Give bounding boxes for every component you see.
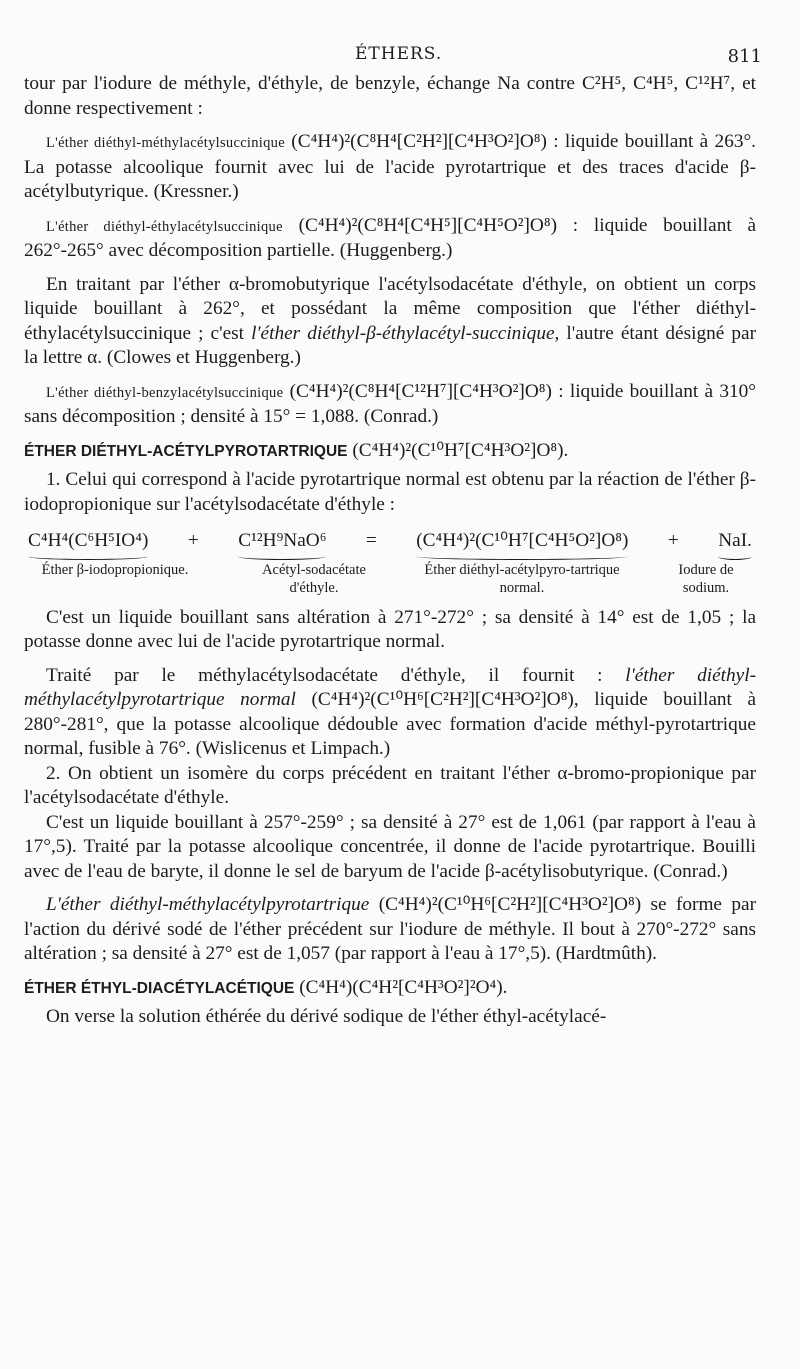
equation-label: Acétyl-sodacétate d'éthyle.: [262, 561, 366, 596]
italic-compound: L'éther diéthyl-méthylacétylpyrotartrique: [46, 894, 370, 915]
section-title: ÉTHER ÉTHYL-DIACÉTYLACÉTIQUE: [24, 979, 295, 997]
equation-term: (C⁴H⁴)²(C¹⁰H⁷[C⁴H⁵O²]O⁸): [416, 529, 628, 554]
paragraph-text: (C⁴H⁴)²(C¹⁰H⁶[C²H²][C⁴H³O²]O⁸) se forme par l'action du dérivé sodé de l'éther précédent sur l'iodure de méthyle. Il bout à 270°-272° sans altération ; sa densité à 27° est de 1,057 (par rapport à l'eau à 17°,5). (Hardtmûth).: [24, 894, 756, 964]
paragraph-text: (C⁴H⁴)²(C⁸H⁴[C¹²H⁷][C⁴H³O²]O⁸) : liquide bouillant à 310° sans décomposition ; densité à 15° = 1,088. (Conrad.): [24, 380, 756, 427]
equation-label: Éther diéthyl-acétylpyro-tartrique normal.: [424, 561, 620, 596]
paragraph-text: (C⁴H⁴)²(C⁸H⁴[C⁴H⁵][C⁴H⁵O²]O⁸) : liquide bouillant à 262°-265° avec décomposition partielle. (Huggenberg.): [24, 214, 757, 261]
paragraph-final: On verse la solution éthérée du dérivé sodique de l'éther éthyl-acétylacé-: [46, 1006, 607, 1027]
paragraph-text: , l'autre étant désigné par la lettre α. (Clowes et Huggenberg.): [24, 322, 756, 368]
paragraph-boiling-point: C'est un liquide bouillant sans altération à 271°-272° ; sa densité à 14° est de 1,05 ; la potasse donne avec lui de l'acide pyrotartrique normal.: [24, 606, 756, 652]
running-head: ÉTHERS.: [355, 44, 443, 64]
equation-term: C⁴H⁴(C⁶H⁵IO⁴): [28, 529, 148, 554]
paragraph-iodopropionique: 1. Celui qui correspond à l'acide pyrotartrique normal est obtenu par la réaction de l'éther β-iodopropionique sur l'acétylsodacétate d'éthyle :: [24, 469, 756, 515]
equation-operator: +: [667, 530, 679, 551]
section-formula: (C⁴H⁴)²(C¹⁰H⁷[C⁴H³O²]O⁸).: [347, 439, 569, 461]
paragraph-isomere: 2. On obtient un isomère du corps précédent en traitant l'éther α-bromo-propionique par l'acétylsodacétate d'éthyle.: [24, 762, 756, 808]
compound-name: L'éther diéthyl-benzylacétylsuccinique: [46, 384, 284, 401]
compound-name: L'éther diéthyl-éthylacétylsuccinique: [46, 218, 283, 235]
italic-compound: l'éther diéthyl-β-éthylacétyl-succinique: [251, 322, 555, 344]
paragraph-text: (C⁴H⁴)²(C¹⁰H⁶[C²H²][C⁴H³O²]O⁸), liquide bouillant à 280°-281°, que la potasse alcoolique dédouble avec formation d'acide méthyl-pyrotartrique normal, fusible à 76°. (Wislicenus et Limpach.): [24, 689, 757, 759]
reaction-equation: [24, 529, 756, 597]
paragraph-text: (C⁴H⁴)²(C⁸H⁴[C²H²][C⁴H³O²]O⁸) : liquide bouillant à 263°. La potasse alcoolique fournit avec lui de l'acide pyrotartrique et des traces d'acide β-acétylbutyrique. (Kressner.): [24, 131, 757, 202]
equation-term: C¹²H⁹NaO⁶: [238, 529, 326, 554]
section-formula: (C⁴H⁴)(C⁴H²[C⁴H³O²]²O⁴).: [294, 976, 508, 998]
paragraph-ethylacetylsuccinique: [24, 214, 756, 264]
equation-label: Éther β-iodopropionique.: [41, 561, 189, 578]
page-header: [0, 44, 800, 74]
equation-label: Iodure de sodium.: [678, 561, 734, 596]
paragraph-bromobutyrique: [24, 273, 756, 371]
paragraph-continuation: tour par l'iodure de méthyle, d'éthyle, de benzyle, échange Na contre C²H⁵, C⁴H⁵, C¹²H⁷, et donne respectivement :: [24, 73, 756, 119]
equation-line: [24, 529, 756, 554]
section-title: ÉTHER DIÉTHYL-ACÉTYLPYROTARTRIQUE: [24, 442, 348, 460]
page-number: 811: [727, 46, 762, 67]
compound-name: L'éther diéthyl-méthylacétylsuccinique: [46, 135, 285, 151]
paragraph-benzylacetylsuccinique: [24, 380, 756, 430]
equation-operator: +: [187, 530, 199, 551]
paragraph-methylacetylsuccinique: [24, 130, 756, 205]
equation-term: NaI.: [718, 529, 752, 554]
paragraph-methylacetylsodacetate: [24, 664, 756, 762]
equation-labels: [24, 561, 756, 597]
paragraph-text: En traitant par l'éther α-bromobutyrique l'acétylsodacétate d'éthyle, on obtient un corps liquide bouillant à 262°, et possédant la même composition que l'éther diéthyl-éthylacétylsuccinique ; c'est: [24, 273, 756, 344]
italic-compound: l'éther diéthyl-méthylacétylpyrotartrique normal: [24, 664, 756, 710]
section-heading-acetylpyrotartrique: [24, 439, 756, 465]
page-body: [24, 72, 756, 1030]
paragraph-methylacetylpyrotartrique: [24, 893, 756, 967]
paragraph-text: Traité par le méthylacétylsodacétate d'éthyle, il fournit :: [46, 664, 626, 686]
section-heading-diacetylacetique: [24, 976, 756, 1002]
paragraph-liquide: C'est un liquide bouillant à 257°-259° ; sa densité à 27° est de 1,061 (par rapport à l'eau à 17°,5). Traité par la potasse alcoolique concentrée, il donne de l'acide pyrotartrique. Bouilli avec de l'eau de baryte, il donne le sel de baryum de l'acide β-acétylisobutyrique. (Conrad.): [24, 811, 756, 882]
equation-operator: =: [365, 530, 377, 551]
